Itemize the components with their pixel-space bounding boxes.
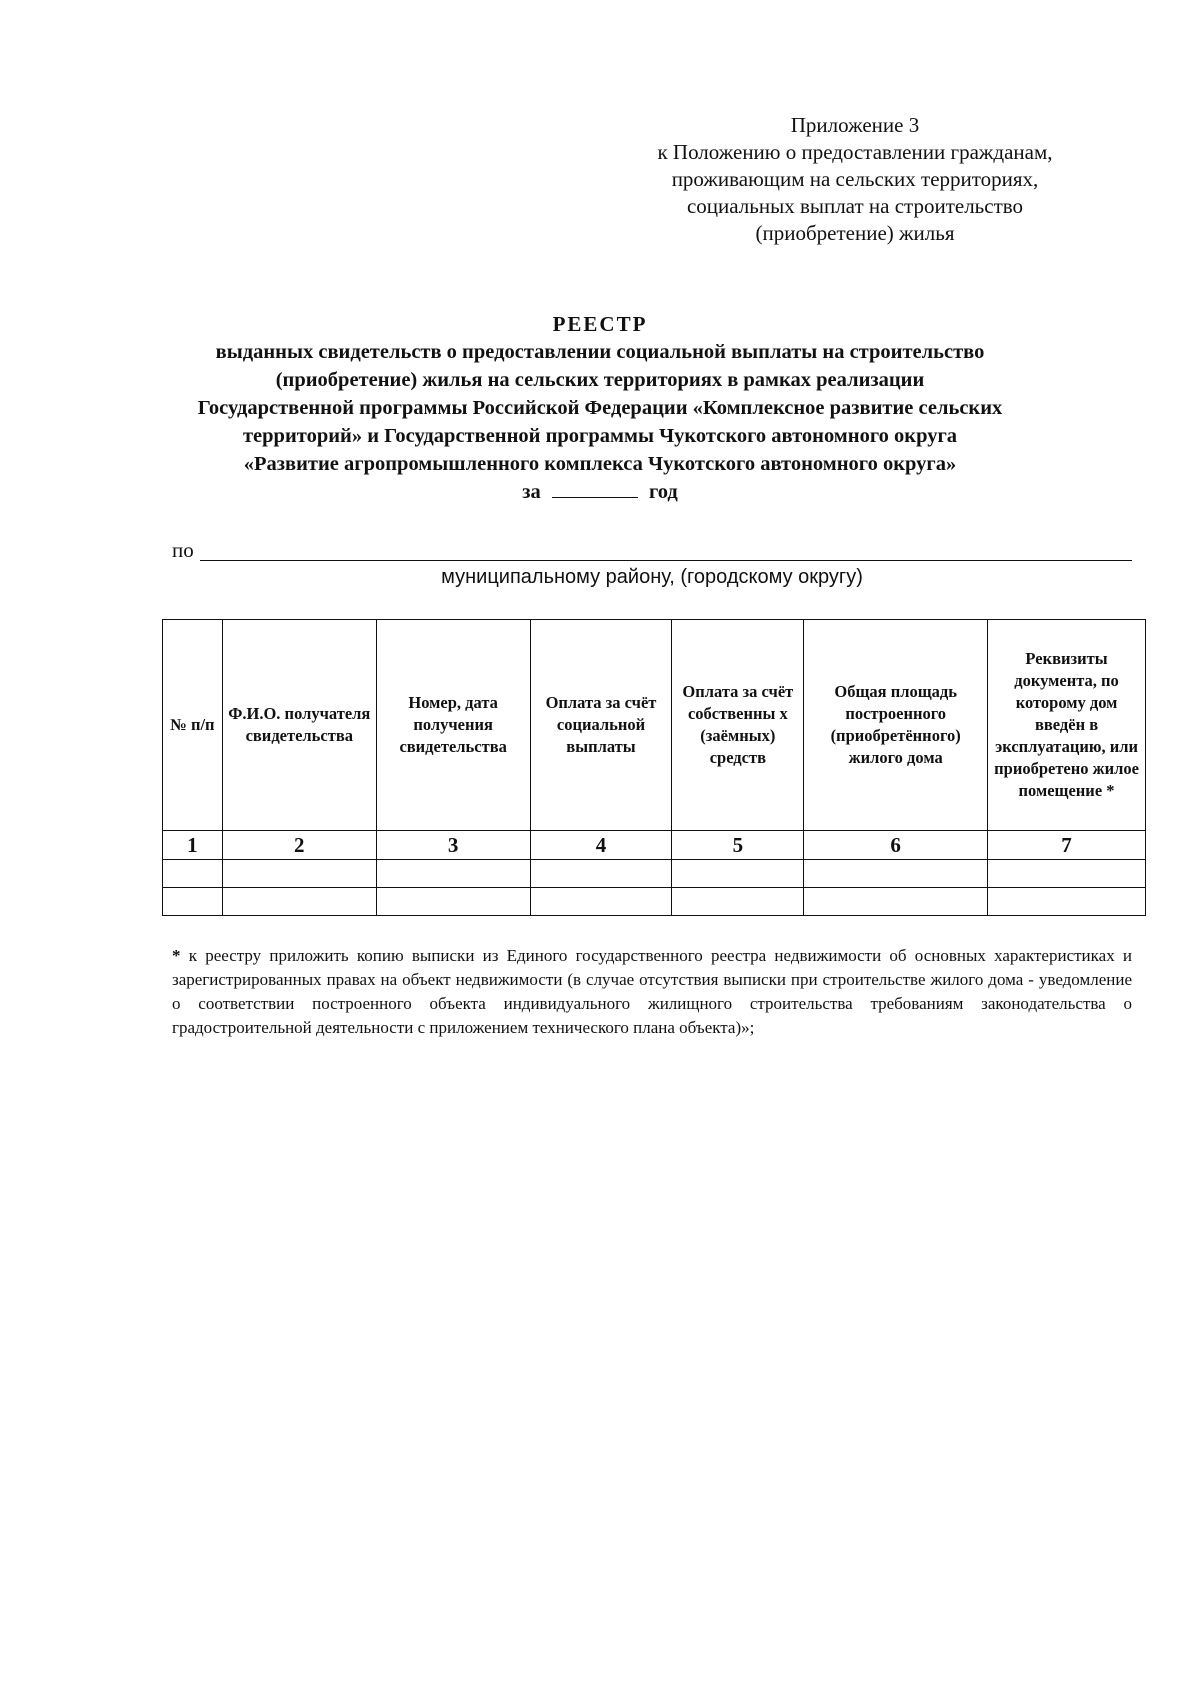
column-number-row <box>163 831 1146 860</box>
po-label: по <box>172 538 194 562</box>
table-cell[interactable] <box>804 860 988 888</box>
appendix-line: к Положению о предоставлении гражданам, <box>657 140 1053 164</box>
footnote-text: к реестру приложить копию выписки из Единого государственного реестра недвижимости об основных характеристиках и зарегистрированных правах на объект недвижимости (в случае отсутствия выписки при строительстве жилого дома - уведомление о соответствии построенного объекта индивидуального жилищного строительства требованиям законодательства о градостроительной деятельности с приложением технического плана объекта)»; <box>172 946 1132 1037</box>
column-number: 7 <box>988 831 1146 860</box>
column-header: Номер, дата получения свидетельства <box>376 620 530 831</box>
table-cell[interactable] <box>163 860 223 888</box>
table-cell[interactable] <box>530 860 672 888</box>
title-line: «Развитие агропромышленного комплекса Чукотского автономного округа» <box>243 453 957 475</box>
table-row <box>163 888 1146 916</box>
year-suffix: год <box>648 481 678 503</box>
table-cell[interactable] <box>222 860 376 888</box>
appendix-line: социальных выплат на строительство <box>686 194 1024 218</box>
appendix-line: (приобретение) жилья <box>755 221 955 245</box>
column-header: Реквизиты документа, по которому дом введён в эксплуатацию, или приобретено жилое помещение * <box>988 620 1146 831</box>
column-header: Оплата за счёт социальной выплаты <box>530 620 672 831</box>
title-line: (приобретение) жилья на сельских территориях в рамках реализации <box>275 369 925 391</box>
year-blank-field[interactable] <box>552 479 638 498</box>
title-line: Государственной программы Российской Федерации «Комплексное развитие сельских <box>197 397 1003 419</box>
title-line: выданных свидетельств о предоставлении социальной выплаты на строительство <box>215 341 985 363</box>
column-header: № п/п <box>163 620 223 831</box>
appendix-header <box>630 112 1080 247</box>
column-number: 6 <box>804 831 988 860</box>
table-cell[interactable] <box>804 888 988 916</box>
column-header: Ф.И.О. получателя свидетельства <box>222 620 376 831</box>
column-header: Общая площадь построенного (приобретённого) жилого дома <box>804 620 988 831</box>
appendix-line: проживающим на сельских территориях, <box>671 167 1039 191</box>
year-line <box>140 478 1060 506</box>
table-cell[interactable] <box>376 860 530 888</box>
appendix-line: Приложение 3 <box>790 113 920 137</box>
table-header-row <box>163 620 1146 831</box>
title-line: территорий» и Государственной программы Чукотского автономного округа <box>242 425 958 447</box>
title-main: РЕЕСТР <box>552 312 648 336</box>
table-row <box>163 860 1146 888</box>
column-number: 2 <box>222 831 376 860</box>
footnote-mark: * <box>172 946 181 965</box>
year-prefix: за <box>522 481 541 503</box>
column-number: 5 <box>672 831 804 860</box>
table-cell[interactable] <box>988 860 1146 888</box>
municipality-blank-field[interactable] <box>200 560 1132 561</box>
footnote <box>172 944 1132 1040</box>
document-title <box>140 310 1060 506</box>
table-cell[interactable] <box>222 888 376 916</box>
column-header: Оплата за счёт собственны х (заёмных) средств <box>672 620 804 831</box>
table-cell[interactable] <box>376 888 530 916</box>
column-number: 3 <box>376 831 530 860</box>
table-cell[interactable] <box>672 860 804 888</box>
table-cell[interactable] <box>988 888 1146 916</box>
municipality-row <box>172 538 1132 566</box>
municipality-caption: муниципальному району, (городскому округу) <box>441 566 863 588</box>
table-cell[interactable] <box>530 888 672 916</box>
registry-table <box>162 619 1146 916</box>
column-number: 4 <box>530 831 672 860</box>
table-cell[interactable] <box>672 888 804 916</box>
column-number: 1 <box>163 831 223 860</box>
table-cell[interactable] <box>163 888 223 916</box>
